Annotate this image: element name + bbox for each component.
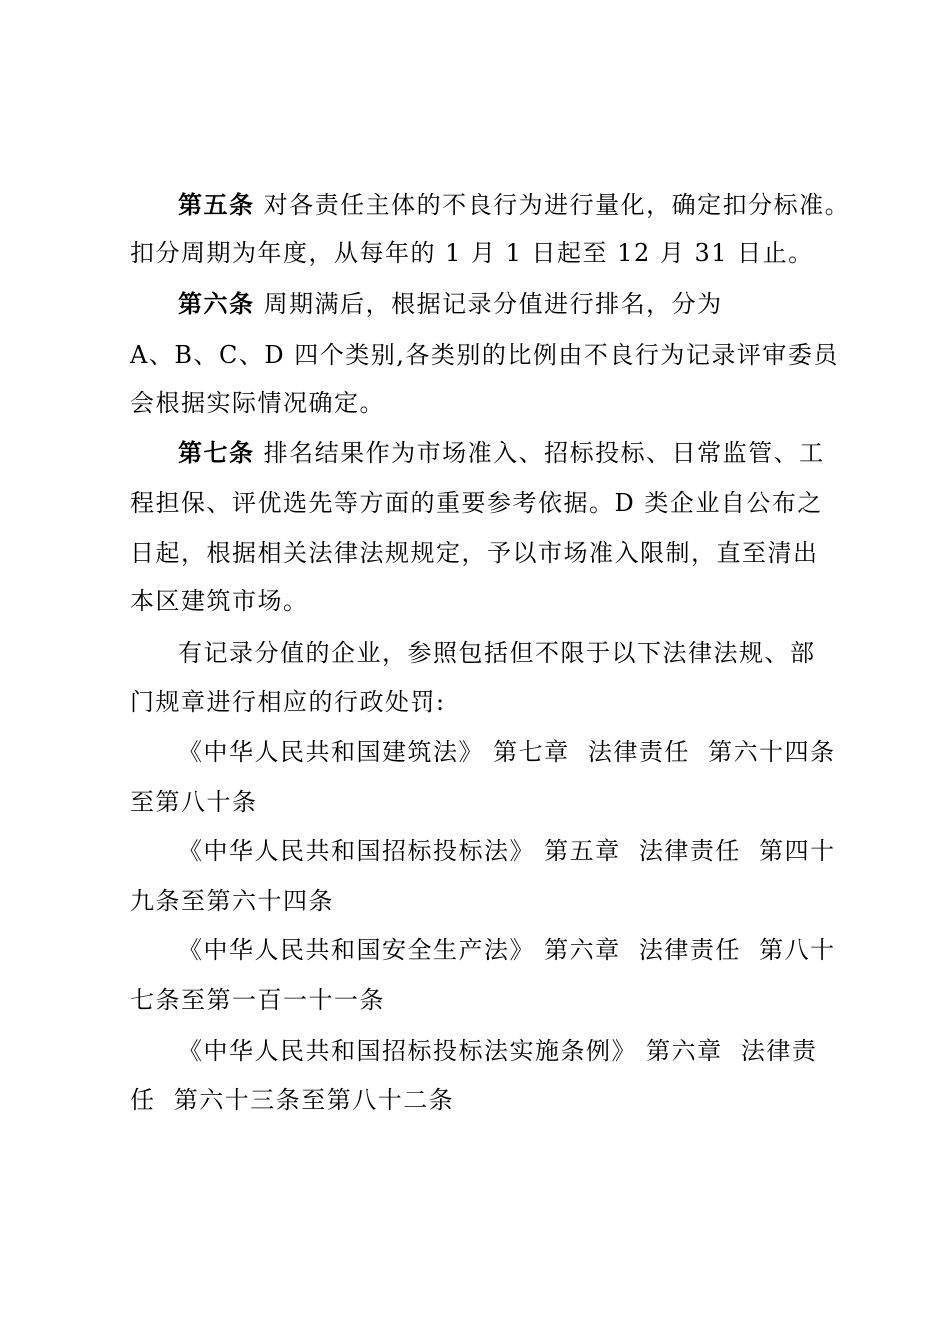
- article-7-line-3: 日起，根据相关法律法规规定，予以市场准入限制，直至清出: [130, 539, 819, 567]
- law-4-line-1: 《中华人民共和国招标投标法实施条例》 第六章 法律责: [178, 1037, 818, 1065]
- article-5-text-1: 对各责任主体的不良行为进行量化，确定扣分标准。: [254, 191, 851, 219]
- article-6-text-1: 周期满后，根据记录分值进行排名，分为: [254, 290, 723, 318]
- article-7-line-1: [178, 438, 825, 468]
- article-6-heading: 第六条: [178, 290, 255, 318]
- article-5-line-2: 扣分周期为年度，从每年的 1 月 1 日起至 12 月 31 日止。: [130, 239, 814, 267]
- article-7-line-4: 本区建筑市场。: [130, 587, 309, 615]
- article-5-line-1: [178, 190, 850, 220]
- penalty-intro-line-1: 有记录分值的企业，参照包括但不限于以下法律法规、部: [178, 639, 816, 667]
- article-6-line-3: 会根据实际情况确定。: [130, 389, 385, 417]
- law-4-line-2: 任 第六十三条至第八十二条: [130, 1086, 455, 1114]
- article-7-line-2: 程担保、评优选先等方面的重要参考依据。D 类企业自公布之: [130, 489, 823, 517]
- article-6-line-1: [178, 289, 723, 319]
- law-3-line-1: 《中华人民共和国安全生产法》 第六章 法律责任 第八十: [178, 936, 836, 964]
- penalty-intro-line-2: 门规章进行相应的行政处罚:: [130, 688, 446, 716]
- article-5-heading: 第五条: [178, 191, 255, 219]
- article-6-line-2: A、B、C、D 四个类别,各类别的比例由不良行为记录评审委员: [130, 341, 839, 369]
- law-3-line-2: 七条至第一百一十一条: [130, 986, 385, 1014]
- law-1-line-1: 《中华人民共和国建筑法》 第七章 法律责任 第六十四条: [178, 738, 836, 766]
- article-7-text-1: 排名结果作为市场准入、招标投标、日常监管、工: [254, 439, 825, 467]
- article-7-heading: 第七条: [178, 439, 255, 467]
- law-1-line-2: 至第八十条: [130, 788, 258, 816]
- law-2-line-2: 九条至第六十四条: [130, 887, 334, 915]
- law-2-line-1: 《中华人民共和国招标投标法》 第五章 法律责任 第四十: [178, 837, 836, 865]
